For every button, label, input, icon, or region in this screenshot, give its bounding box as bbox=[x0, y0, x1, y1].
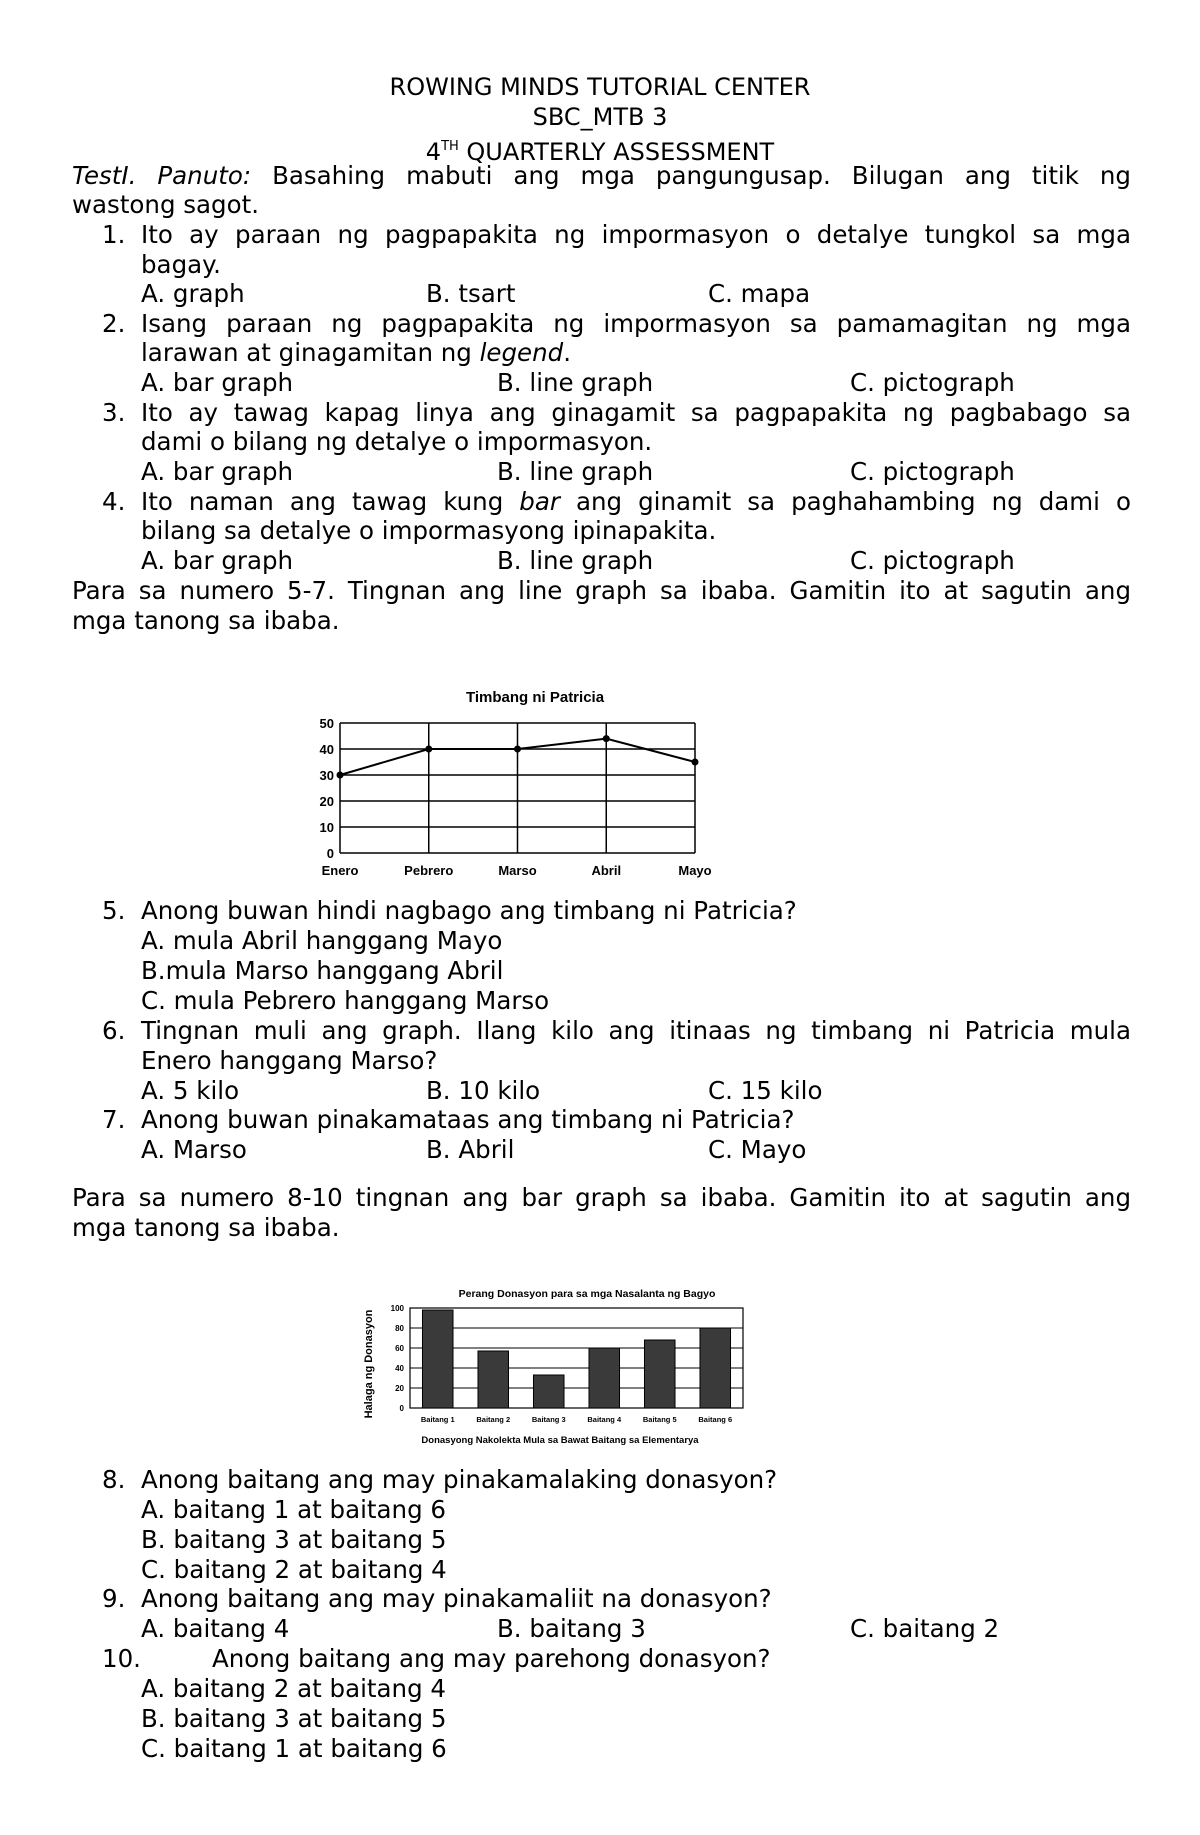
bar bbox=[533, 1375, 564, 1408]
chart-title: Timbang ni Patricia bbox=[465, 689, 605, 706]
x-tick-label: Baitang 5 bbox=[642, 1415, 677, 1424]
choice-b: B. baitang 3 bbox=[497, 1614, 646, 1643]
choice-c: C. mapa bbox=[708, 279, 811, 308]
bar-chart bbox=[360, 1270, 760, 1466]
question-text: Enero hanggang Marso? bbox=[141, 1046, 438, 1075]
data-point bbox=[692, 759, 699, 766]
choice-c: C. mula Pebrero hanggang Marso bbox=[141, 986, 550, 1015]
bar bbox=[700, 1328, 731, 1408]
y-tick-label: 50 bbox=[319, 716, 334, 731]
chart-title: Perang Donasyon para sa mga Nasalanta ng Bagyo bbox=[458, 1288, 716, 1300]
question-number: 9. bbox=[102, 1584, 126, 1613]
y-tick-label: 20 bbox=[395, 1384, 404, 1393]
choice-b: B. tsart bbox=[426, 279, 516, 308]
choice-a: A. 5 kilo bbox=[141, 1076, 240, 1105]
section-instruction: Para sa numero 5-7. Tingnan ang line graph sa ibaba. Gamitin ito at sagutin ang bbox=[72, 576, 1131, 605]
section-instruction: mga tanong sa ibaba. bbox=[72, 1213, 340, 1242]
question-text: Anong buwan pinakamataas ang timbang ni Patricia? bbox=[141, 1105, 795, 1134]
question-text: Anong buwan hindi nagbago ang timbang ni Patricia? bbox=[141, 896, 797, 925]
x-tick-label: Pebrero bbox=[404, 863, 454, 878]
y-tick-label: 0 bbox=[399, 1404, 404, 1413]
school-name: ROWING MINDS TUTORIAL CENTER bbox=[389, 73, 811, 101]
y-tick-label: 40 bbox=[319, 742, 334, 757]
question-text: Anong baitang ang may parehong donasyon? bbox=[212, 1644, 771, 1673]
y-tick-label: 10 bbox=[319, 820, 334, 835]
bar-chart-svg bbox=[360, 1270, 760, 1460]
question-text: Ito ay paraan ng pagpapakita ng impormasyon o detalye tungkol sa mga bbox=[141, 220, 1131, 249]
y-tick-label: 60 bbox=[395, 1344, 404, 1353]
choice-b: B. 10 kilo bbox=[426, 1076, 541, 1105]
choice-b: B. line graph bbox=[497, 368, 654, 397]
bar bbox=[422, 1310, 453, 1408]
data-point bbox=[337, 772, 344, 779]
y-tick-label: 30 bbox=[319, 768, 334, 783]
bar bbox=[644, 1340, 675, 1408]
choice-a: A. bar graph bbox=[141, 546, 294, 575]
choice-a: A. baitang 4 bbox=[141, 1614, 290, 1643]
question-text: Anong baitang ang may pinakamaliit na donasyon? bbox=[141, 1584, 772, 1613]
x-tick-label: Baitang 2 bbox=[476, 1415, 511, 1424]
instructions-line: wastong sagot. bbox=[72, 190, 259, 219]
choice-b: B. line graph bbox=[497, 546, 654, 575]
question-text: Ito ay tawag kapag linya ang ginagamit sa pagpapakita ng pagbabago sa bbox=[141, 398, 1131, 427]
assessment-title: 4TH QUARTERLY ASSESSMENT bbox=[425, 138, 775, 166]
question-number: 6. bbox=[102, 1016, 126, 1045]
data-point bbox=[603, 735, 610, 742]
y-axis-label: Halaga ng Donasyon bbox=[363, 1309, 375, 1419]
choice-a: A. graph bbox=[141, 279, 245, 308]
question-text: Tingnan muli ang graph. Ilang kilo ang itinaas ng timbang ni Patricia mula bbox=[141, 1016, 1131, 1045]
bar bbox=[589, 1348, 620, 1408]
line-chart bbox=[305, 683, 725, 899]
question-text: Ito naman ang tawag kung bar ang ginamit sa paghahambing ng dami o bbox=[141, 487, 1131, 516]
choice-c: C. pictograph bbox=[850, 546, 1015, 575]
choice-a: A. baitang 2 at baitang 4 bbox=[141, 1674, 446, 1703]
y-tick-label: 40 bbox=[395, 1364, 404, 1373]
bar bbox=[478, 1351, 509, 1408]
x-tick-label: Marso bbox=[498, 863, 537, 878]
question-text: Anong baitang ang may pinakamalaking donasyon? bbox=[141, 1465, 778, 1494]
choice-c: C. baitang 1 at baitang 6 bbox=[141, 1734, 447, 1763]
choice-c: C. Mayo bbox=[708, 1135, 807, 1164]
document-header bbox=[0, 72, 1200, 167]
question-text: Isang paraan ng pagpapakita ng impormasyon sa pamamagitan ng mga bbox=[141, 309, 1131, 338]
choice-a: A. mula Abril hanggang Mayo bbox=[141, 926, 503, 955]
section-instruction: mga tanong sa ibaba. bbox=[72, 606, 340, 635]
choice-c: C. 15 kilo bbox=[708, 1076, 823, 1105]
x-tick-label: Baitang 1 bbox=[420, 1415, 455, 1424]
question-text: larawan at ginagamitan ng legend. bbox=[141, 338, 572, 367]
question-text: dami o bilang ng detalye o impormasyon. bbox=[141, 427, 653, 456]
x-axis-label: Donasyong Nakolekta Mula sa Bawat Baitang sa Elementarya bbox=[421, 1435, 699, 1446]
choice-c: C. pictograph bbox=[850, 457, 1015, 486]
subject-code: SBC_MTB 3 bbox=[532, 103, 668, 131]
x-tick-label: Enero bbox=[321, 863, 359, 878]
question-number: 2. bbox=[102, 309, 126, 338]
question-text: bilang sa detalye o impormasyong ipinapakita. bbox=[141, 516, 717, 545]
question-number: 8. bbox=[102, 1465, 126, 1494]
y-tick-label: 20 bbox=[319, 794, 334, 809]
choice-b: B.mula Marso hanggang Abril bbox=[141, 956, 504, 985]
y-tick-label: 100 bbox=[390, 1304, 404, 1313]
data-point bbox=[425, 746, 432, 753]
plot-frame bbox=[410, 1308, 743, 1408]
question-number: 7. bbox=[102, 1105, 126, 1134]
y-tick-label: 0 bbox=[326, 846, 334, 861]
section-instruction: Para sa numero 8-10 tingnan ang bar graph sa ibaba. Gamitin ito at sagutin ang bbox=[72, 1183, 1131, 1212]
choice-b: B. line graph bbox=[497, 457, 654, 486]
choice-c: C. pictograph bbox=[850, 368, 1015, 397]
choice-c: C. baitang 2 bbox=[850, 1614, 1000, 1643]
choice-a: A. bar graph bbox=[141, 457, 294, 486]
x-tick-label: Mayo bbox=[678, 863, 712, 878]
question-number: 4. bbox=[102, 487, 126, 516]
x-tick-label: Baitang 6 bbox=[698, 1415, 733, 1424]
y-tick-label: 80 bbox=[395, 1324, 404, 1333]
choice-a: A. baitang 1 at baitang 6 bbox=[141, 1495, 446, 1524]
question-number: 5. bbox=[102, 896, 126, 925]
x-tick-label: Baitang 4 bbox=[587, 1415, 622, 1424]
choice-b: B. baitang 3 at baitang 5 bbox=[141, 1704, 447, 1733]
x-tick-label: Abril bbox=[591, 863, 622, 878]
choice-a: A. bar graph bbox=[141, 368, 294, 397]
data-point bbox=[514, 746, 521, 753]
question-number: 3. bbox=[102, 398, 126, 427]
instructions-line: TestI. Panuto: Basahing mabuti ang mga pangungusap. Bilugan ang titik ng bbox=[72, 161, 1131, 190]
choice-a: A. Marso bbox=[141, 1135, 247, 1164]
x-tick-label: Baitang 3 bbox=[531, 1415, 566, 1424]
question-text: bagay. bbox=[141, 250, 221, 279]
question-number: 1. bbox=[102, 220, 126, 249]
choice-b: B. Abril bbox=[426, 1135, 515, 1164]
question-number: 10. bbox=[102, 1644, 141, 1673]
choice-b: B. baitang 3 at baitang 5 bbox=[141, 1525, 447, 1554]
choice-c: C. baitang 2 at baitang 4 bbox=[141, 1555, 447, 1584]
line-chart-svg bbox=[305, 683, 725, 893]
